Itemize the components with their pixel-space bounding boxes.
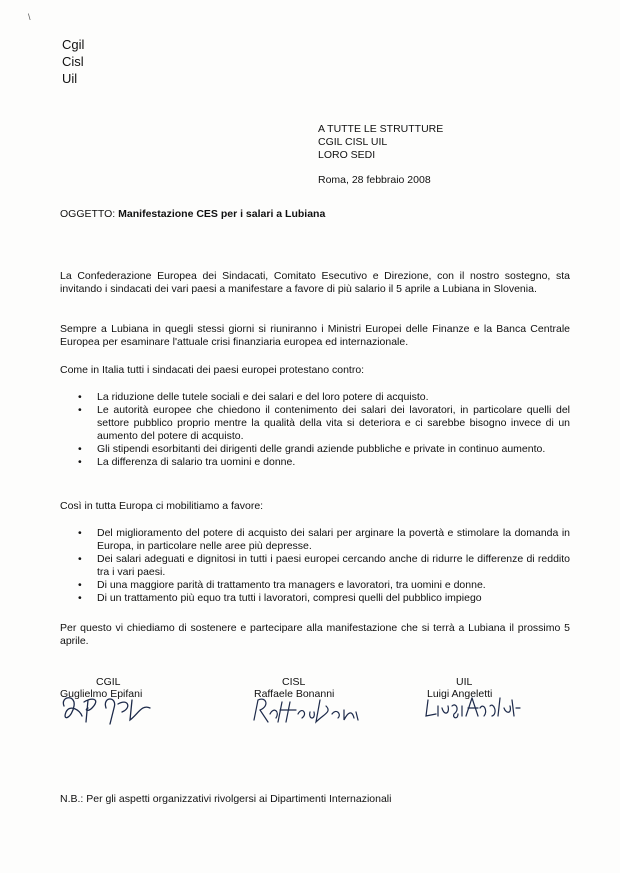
signature-handwriting-uil <box>422 692 522 722</box>
list-item: • Del miglioramento del potere di acquisto dei salari per arginare la povertà e stimolare la domanda in Europa, in particolare nelle aree più depresse. <box>60 527 570 553</box>
favor-list <box>60 527 570 605</box>
addressee-block <box>318 123 443 162</box>
list-item: • La differenza di salario tra uomini e donne. <box>60 456 570 469</box>
paragraph-ministers: Sempre a Lubiana in quegli stessi giorni si riuniranno i Ministri Europei delle Finanze e la Banca Centrale Europea per esaminare l'attuale crisi finanziaria europea ed internazionale. <box>60 323 570 348</box>
footer-note: N.B.: Per gli aspetti organizzativi rivolgersi ai Dipartimenti Internazionali <box>60 793 392 805</box>
corner-mark: \ <box>28 12 31 22</box>
paragraph-closing: Per questo vi chiediamo di sostenere e partecipare alla manifestazione che si terrà a Lubiana il prossimo 5 aprile. <box>60 622 570 647</box>
list-item: • Di una maggiore parità di trattamento tra managers e lavoratori, tra uomini e donne. <box>60 579 570 592</box>
signature-org-cgil: CGIL <box>96 676 121 688</box>
signature-handwriting-cgil <box>58 686 158 728</box>
signature-handwriting-cisl <box>248 692 364 728</box>
letter-date: Roma, 28 febbraio 2008 <box>318 174 431 186</box>
list-item: • Gli stipendi esorbitanti dei dirigenti delle grandi aziende pubbliche e private in continuo aumento. <box>60 443 570 456</box>
paragraph-intro: La Confederazione Europea dei Sindacati, Comitato Esecutivo e Direzione, con il nostro sostegno, sta invitando i sindacati dei vari paesi a manifestare a favore di più salario il 5 aprile a Lubiana in Slovenia. <box>60 270 570 295</box>
against-list <box>60 391 570 469</box>
subject-line <box>60 208 325 220</box>
list-item: • Di un trattamento più equo tra tutti i lavoratori, compresi quelli del pubblico impiego <box>60 592 570 605</box>
list-item: • Dei salari adeguati e dignitosi in tutti i paesi europei cercando anche di ridurre le differenze di reddito tra i vari paesi. <box>60 553 570 579</box>
subject-label: OGGETTO: <box>60 208 119 220</box>
signature-name-cgil: Guglielmo Epifani <box>60 688 143 700</box>
paragraph-against-intro: Come in Italia tutti i sindacati dei paesi europei protestano contro: <box>60 364 365 376</box>
signature-name-cisl: Raffaele Bonanni <box>254 688 335 700</box>
signature-org-cisl: CISL <box>282 676 306 688</box>
letterhead-uil: Uil <box>62 71 78 86</box>
list-item: • La riduzione delle tutele sociali e dei salari e del loro potere di acquisto. <box>60 391 570 404</box>
letterhead-cgil: Cgil <box>62 37 85 52</box>
union-letterhead <box>62 36 84 87</box>
subject-text: Manifestazione CES per i salari a Lubiana <box>118 208 326 220</box>
addressee-line: CGIL CISL UIL <box>318 136 388 148</box>
addressee-line: LORO SEDI <box>318 149 376 161</box>
paragraph-favor-intro: Così in tutta Europa ci mobilitiamo a favore: <box>60 500 264 512</box>
signature-org-uil: UIL <box>456 676 473 688</box>
signature-name-uil: Luigi Angeletti <box>427 688 493 700</box>
list-item: • Le autorità europee che chiedono il contenimento dei salari dei lavoratori, in particolare quelli del settore pubblico proprio mentre la qualità della vita si deteriora e ci sarebbe bisogno invece di un aumento del potere di acquisto. <box>60 404 570 443</box>
letterhead-cisl: Cisl <box>62 54 84 69</box>
addressee-line: A TUTTE LE STRUTTURE <box>318 123 444 135</box>
